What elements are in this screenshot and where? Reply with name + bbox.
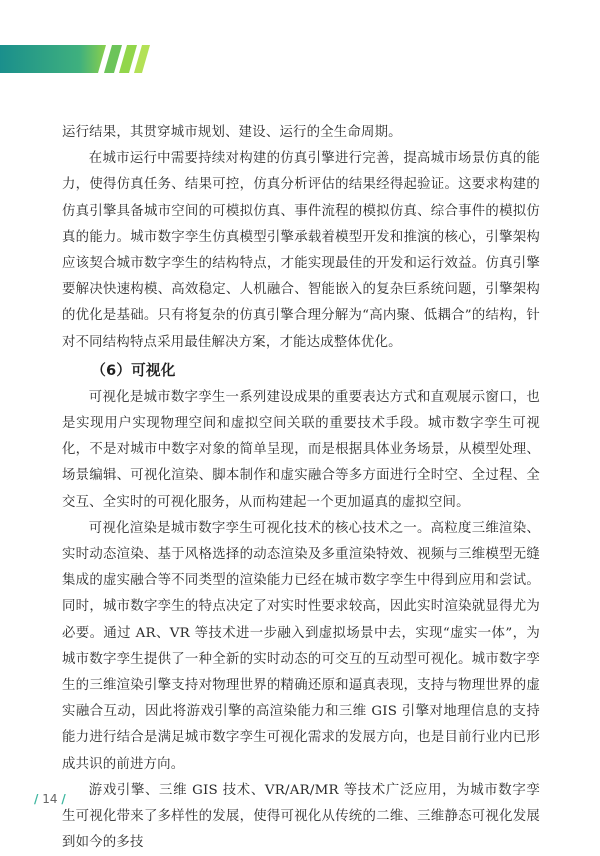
paragraph: 游戏引擎、三维 GIS 技术、VR/AR/MR 等技术广泛应用，为城市数字孪生可视化带来了多样性的发展，使得可视化从传统的二维、三维静态可视化发展到如今的多技 (62, 782, 540, 851)
paragraph: 可视化渲染是城市数字孪生可视化技术的核心技术之一。高粒度三维渲染、实时动态渲染、基于风格选择的动态渲染及多重渲染特效、视频与三维模型无缝集成的虚实融合等不同类型的渲染能力已经在城市数字孪生中得到应用和尝试。同时，城市数字孪生的特点决定了对实时性要求较高，因此实时渲染就显得尤为必要。通过 AR、VR 等技术进一步融入到虚拟场景中去，实现“虚实一体”，为城市数字孪生提供了一种全新的实时动态的可交互的互动型可视化。城市数字孪生的三维渲染引擎支持对物理世界的精确还原和逼真表现，支持与物理世界的虚实融合互动，因此将游戏引擎的高渲染能力和三维 GIS 引擎对地理信息的支持能力进行结合是满足城市数字孪生可视化需求的发展方向，也是目前行业内已形成共识的前进方向。 (62, 520, 540, 772)
body-text (62, 120, 540, 856)
footer-slash-right: / (61, 792, 66, 806)
header-slash-1 (104, 45, 122, 73)
paragraph: 可视化是城市数字孪生一系列建设成果的重要表达方式和直观展示窗口，也是实现用户实现物理空间和虚拟空间关联的重要技术手段。城市数字孪生可视化，不是对城市中数字对象的简单呈现，而是根据具体业务场景，从模型处理、场景编辑、可视化渲染、脚本制作和虚实融合等多方面进行全时空、全过程、全交互、全实时的可视化服务，从而构建起一个更加逼真的虚拟空间。 (62, 389, 540, 510)
paragraph: 在城市运行中需要持续对构建的仿真引擎进行完善，提高城市场景仿真的能力，使得仿真任务、结果可控，仿真分析评估的结果经得起验证。这要求构建的仿真引擎具备城市空间的可模拟仿真、事件流程的模拟仿真、综合事件的模拟仿真的能力。城市数字孪生仿真模型引擎承载着模型开发和推演的核心，引擎架构应该契合城市数字孪生的结构特点，才能实现最佳的开发和运行效益。仿真引擎要解决快速构模、高效稳定、人机融合、智能嵌入的复杂巨系统问题，引擎架构的优化是基础。只有将复杂的仿真引擎合理分解为“高内聚、低耦合”的结构，针对不同结构特点采用最佳解决方案，才能达成整体优化。 (62, 151, 540, 350)
page-number: 14 (42, 792, 58, 806)
page-footer (34, 792, 66, 806)
header-slash-2 (119, 45, 137, 73)
section-heading: （6）可视化 (91, 361, 176, 379)
header-slash-3 (134, 45, 150, 73)
header-bar (0, 45, 106, 73)
paragraph: 运行结果，其贯穿城市规划、建设、运行的全生命周期。 (62, 125, 402, 140)
footer-slash-left: / (34, 792, 39, 806)
header-decoration (0, 45, 600, 73)
